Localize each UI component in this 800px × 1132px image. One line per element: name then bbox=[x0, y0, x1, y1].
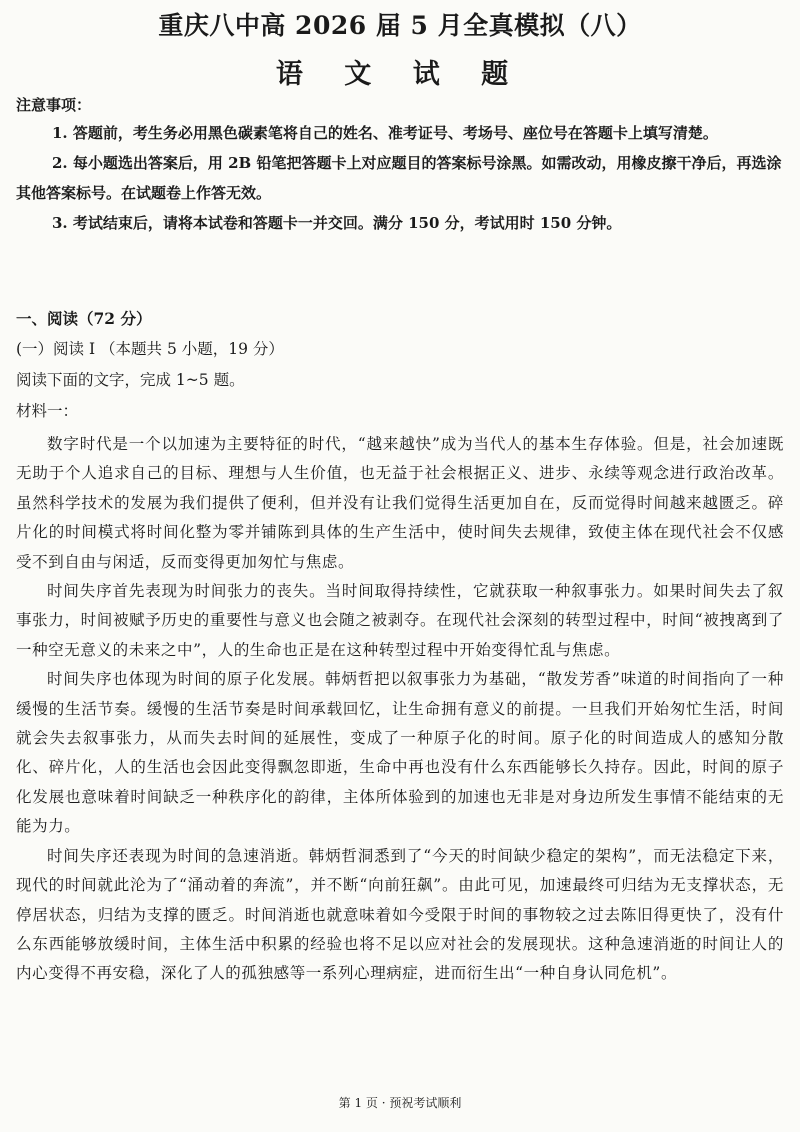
paragraph-2: 时间失序首先表现为时间张力的丧失。当时间取得持续性，它就获取一种叙事张力。如果时间失去了叙事张力，时间被赋予历史的重要性与意义也会随之被剥夺。在现代社会深刻的转型过程中，时间“被拽离到了一种空无意义的未来之中”，人的生命也正是在这种转型过程中开始变得忙乱与焦虑。 bbox=[16, 582, 784, 659]
page-footer: 第 1 页 · 预祝考试顺利 bbox=[338, 1096, 462, 1110]
section-subtitle: (一）阅读 I （本题共 5 小题，19 分） bbox=[16, 340, 284, 358]
material-label: 材料一： bbox=[16, 402, 79, 420]
notice-item-1: 1. 答题前，考生务必用黑色碳素笔将自己的姓名、准考证号、考场号、座位号在答题卡上填写清楚。 bbox=[52, 124, 718, 142]
section-title: 一、阅读（72 分） bbox=[16, 309, 152, 328]
exam-title: 重庆八中高 2026 届 5 月全真模拟（八） bbox=[158, 11, 642, 40]
paragraph-1: 数字时代是一个以加速为主要特征的时代，“越来越快”成为当代人的基本生存体验。但是，社会加速既无助于个人追求自己的目标、理想与人生价值，也无益于社会根据正义、进步、永续等观念进行政治改革。虽然科学技术的发展为我们提供了便利，但并没有让我们觉得生活更加自在，反而觉得时间越来越匮乏。碎片化的时间模式将时间化整为零并铺陈到具体的生产生活中，使时间失去规律，致使主体在现代社会不仅感受不到自由与闲适，反而变得更加匆忙与焦虑。 bbox=[16, 435, 784, 571]
paragraph-3: 时间失序也体现为时间的原子化发展。韩炳哲把以叙事张力为基础，“散发芳香”味道的时间指向了一种缓慢的生活节奏。缓慢的生活节奏是时间承载回忆，让生命拥有意义的前提。一旦我们开始匆忙生活，时间就会失去叙事张力，从而失去时间的延展性，变成了一种原子化的时间。原子化的时间造成人的感知分散化、碎片化，人的生活也会因此变得飘忽即逝，生命中再也没有什么东西能够长久持存。因此，时间的原子化发展也意味着时间缺乏一种秩序化的韵律，主体所体验到的加速也无非是对身边所发生事情不能结束的无能为力。 bbox=[16, 670, 784, 836]
notice-list bbox=[16, 118, 784, 238]
subject-title: 语 文 试 题 bbox=[275, 59, 525, 90]
notice-heading: 注意事项： bbox=[16, 96, 92, 114]
notice-item-2: 2. 每小题选出答案后，用 2B 铅笔把答题卡上对应题目的答案标号涂黑。如需改动，用橡皮擦干净后，再选涂其他答案标号。在试题卷上作答无效。 bbox=[16, 154, 782, 202]
notice-item-3: 3. 考试结束后，请将本试卷和答题卡一并交回。满分 150 分，考试用时 150 分钟。 bbox=[52, 214, 622, 232]
material-text bbox=[16, 430, 784, 989]
reading-instruction: 阅读下面的文字，完成 1~5 题。 bbox=[16, 371, 245, 389]
paragraph-4: 时间失序还表现为时间的急速消逝。韩炳哲洞悉到了“今天的时间缺少稳定的架构”，而无法稳定下来，现代的时间就此沦为了“涌动着的奔流”，并不断“向前狂飙”。由此可见，加速最终可归结为无支撑状态，无停居状态，归结为支撑的匮乏。时间消逝也就意味着如今受限于时间的事物较之过去陈旧得更快了，没有什么东西能够放缓时间，主体生活中积累的经验也将不足以应对社会的发展现状。这种急速消逝的时间让人的内心变得不再安稳，深化了人的孤独感等一系列心理病症，进而衍生出“一种自身认同危机”。 bbox=[16, 846, 784, 983]
